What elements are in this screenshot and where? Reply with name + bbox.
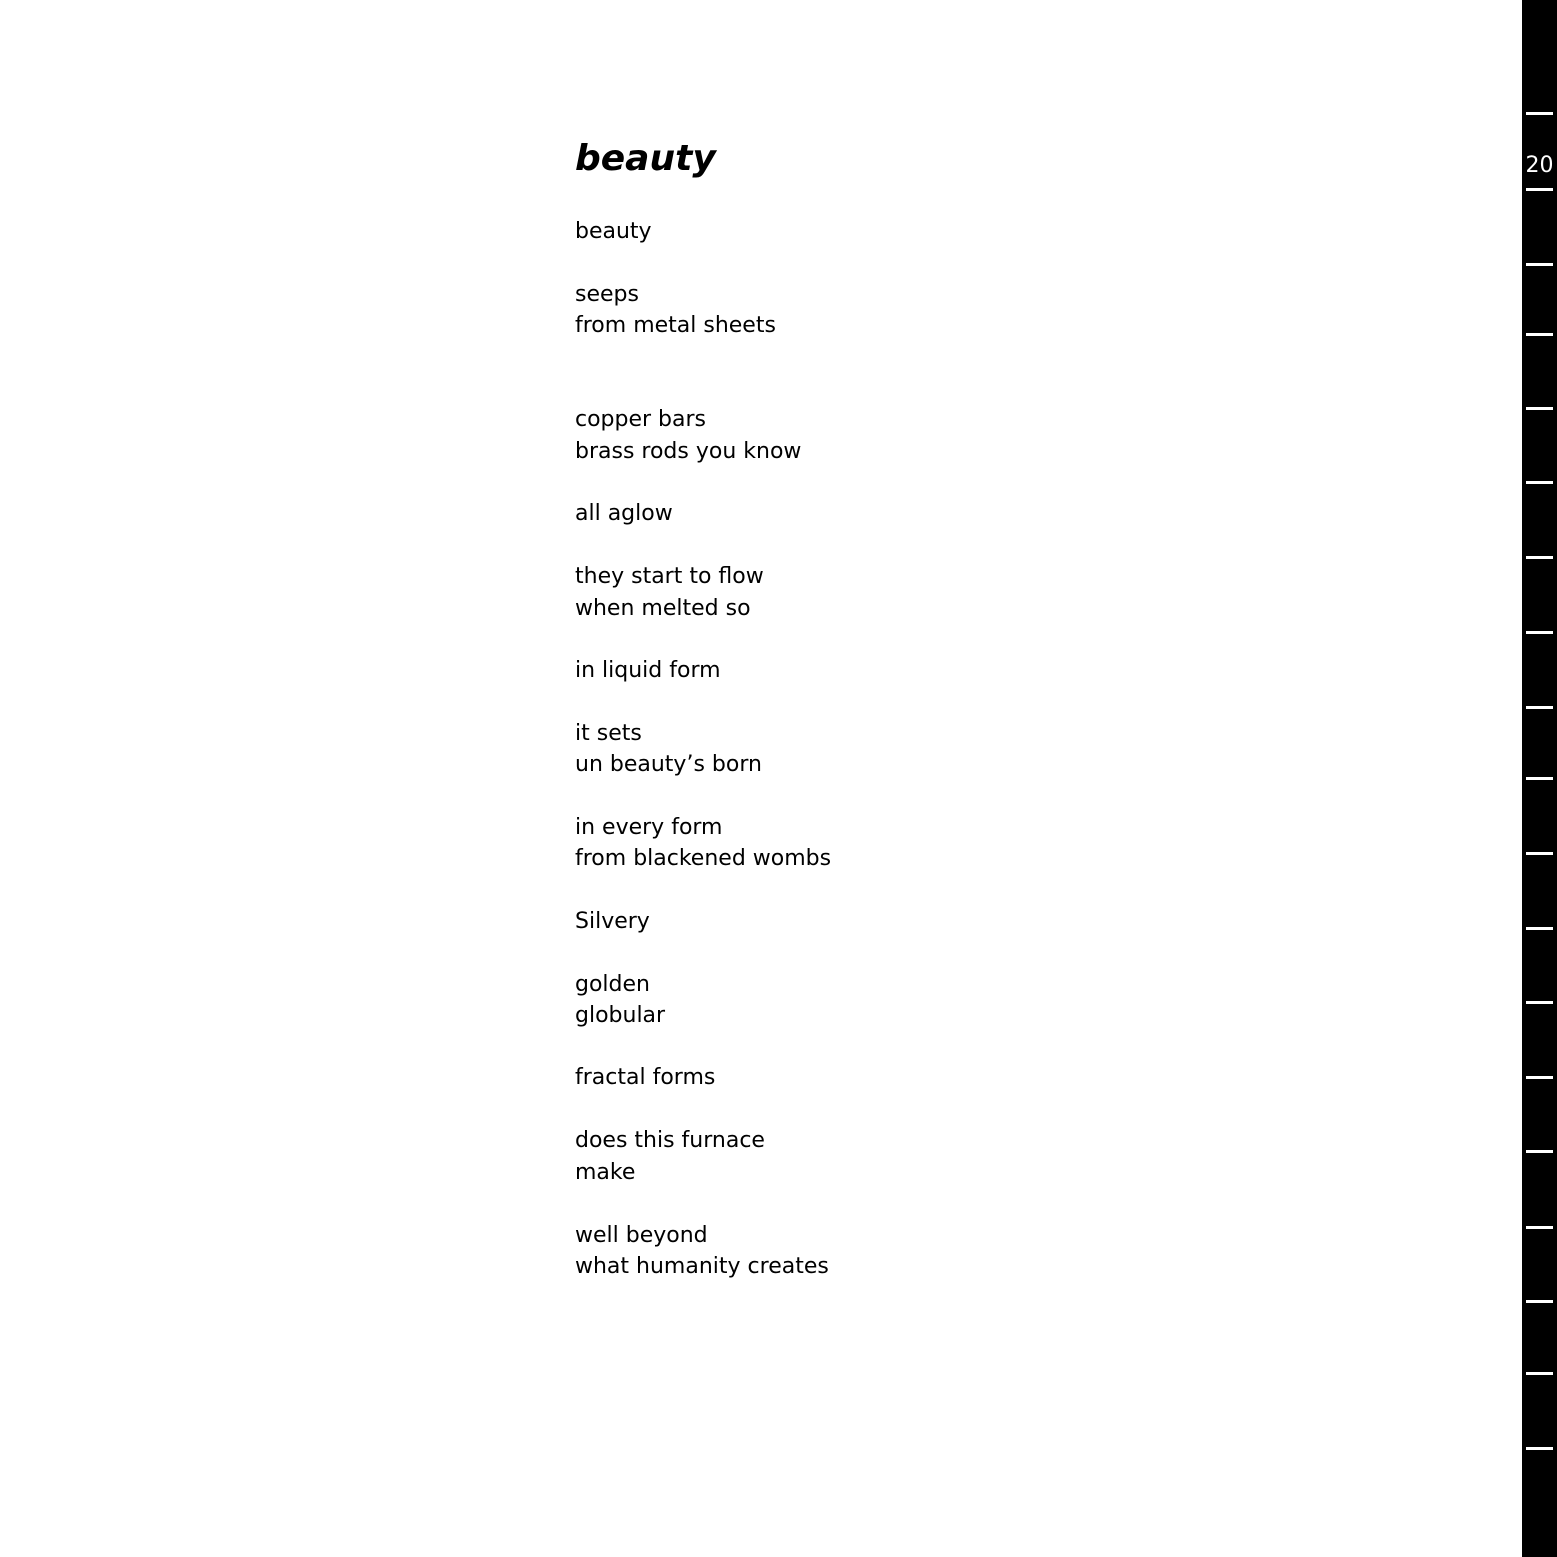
poem-line: copper bars <box>575 407 707 432</box>
index-tick-mark <box>1526 631 1553 634</box>
index-tick-mark <box>1526 927 1553 930</box>
poem-line: from metal sheets <box>575 313 776 338</box>
poem-line: well beyond <box>575 1223 708 1248</box>
poem-title: beauty <box>575 138 716 179</box>
poem-line: in every form <box>575 815 723 840</box>
poem-line: un beauty’s born <box>575 752 762 777</box>
poem-line: globular <box>575 1003 666 1028</box>
index-tick-mark <box>1526 333 1553 336</box>
index-tick-mark <box>1526 407 1553 410</box>
index-tick-mark <box>1526 556 1553 559</box>
index-tick-mark <box>1526 706 1553 709</box>
poem-line: does this furnace <box>575 1128 765 1153</box>
poem-line: what humanity creates <box>575 1254 829 1279</box>
index-tick-mark <box>1526 1447 1553 1450</box>
index-tick-mark <box>1526 852 1553 855</box>
index-tick-mark <box>1526 112 1553 115</box>
poem-line: beauty <box>575 219 652 244</box>
poem-line: Silvery <box>575 909 650 934</box>
index-tick-mark <box>1526 1150 1553 1153</box>
index-tick-mark <box>1526 188 1553 191</box>
poem-line: in liquid form <box>575 658 721 683</box>
poem-line: they start to flow <box>575 564 764 589</box>
index-tick-mark <box>1526 1001 1553 1004</box>
index-tick-mark <box>1526 1372 1553 1375</box>
index-tick-mark <box>1526 777 1553 780</box>
index-tick-mark <box>1526 481 1553 484</box>
poem-line: when melted so <box>575 596 751 621</box>
index-tick-mark <box>1526 263 1553 266</box>
poem-line: all aglow <box>575 501 673 526</box>
poem-line: seeps <box>575 282 639 307</box>
poem-line: golden <box>575 972 650 997</box>
poem-line: it sets <box>575 721 642 746</box>
poem-line: brass rods you know <box>575 439 802 464</box>
index-tick-mark <box>1526 1300 1553 1303</box>
index-tick-mark <box>1526 1076 1553 1079</box>
poem-line: make <box>575 1160 636 1185</box>
poem-line: fractal forms <box>575 1065 716 1090</box>
index-tick-mark <box>1526 1226 1553 1229</box>
page-number: 20 <box>1525 153 1554 178</box>
poem-line: from blackened wombs <box>575 846 832 871</box>
